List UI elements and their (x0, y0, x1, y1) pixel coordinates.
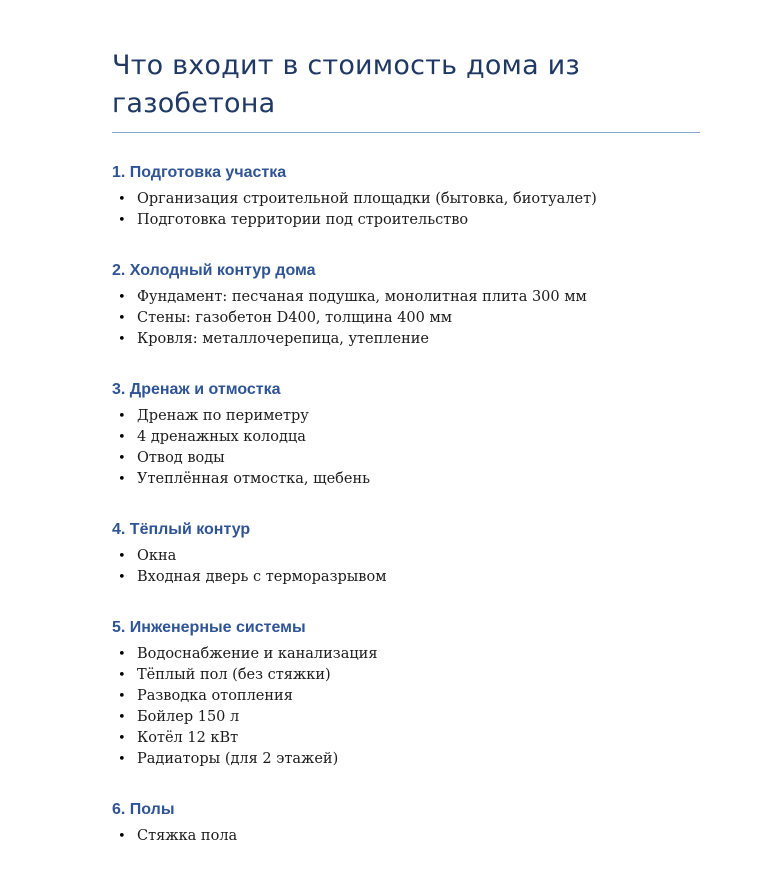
bullet-icon: • (118, 430, 126, 445)
list-item-text: Входная дверь с терморазрывом (137, 569, 387, 585)
list-item (112, 427, 700, 448)
bullet-icon: • (118, 311, 126, 326)
list-item (112, 665, 700, 686)
page-title: Что входит в стоимость дома из газобетона (112, 50, 580, 119)
bullet-icon: • (118, 668, 126, 683)
list-item (112, 329, 700, 350)
list-item (112, 546, 700, 567)
section (112, 261, 700, 350)
title-underline-rule (112, 132, 700, 133)
list-item (112, 567, 700, 588)
list-item (112, 189, 700, 210)
section-heading: 4. Тёплый контур (112, 521, 251, 538)
section-heading: 6. Полы (112, 801, 175, 818)
list-item (112, 406, 700, 427)
list-item-text: Организация строительной площадки (бытовка, биотуалет) (137, 191, 597, 207)
section-list (112, 826, 700, 847)
bullet-icon: • (118, 472, 126, 487)
bullet-icon: • (118, 549, 126, 564)
section-list (112, 644, 700, 770)
section-heading: 1. Подготовка участка (112, 164, 287, 181)
list-item-text: Фундамент: песчаная подушка, монолитная плита 300 мм (137, 289, 587, 305)
list-item (112, 686, 700, 707)
list-item-text: Утеплённая отмостка, щебень (137, 471, 371, 487)
section (112, 380, 700, 490)
list-item-text: Отвод воды (137, 450, 225, 466)
section-list (112, 406, 700, 490)
list-item-text: Водоснабжение и канализация (137, 646, 378, 662)
bullet-icon: • (118, 689, 126, 704)
sections-container (112, 163, 700, 847)
bullet-icon: • (118, 752, 126, 767)
list-item (112, 644, 700, 665)
bullet-icon: • (118, 290, 126, 305)
section (112, 800, 700, 847)
bullet-icon: • (118, 192, 126, 207)
bullet-icon: • (118, 647, 126, 662)
list-item (112, 210, 700, 231)
list-item-text: Стяжка пола (137, 828, 238, 844)
list-item (112, 707, 700, 728)
list-item-text: Стены: газобетон D400, толщина 400 мм (137, 310, 452, 326)
list-item-text: Тёплый пол (без стяжки) (137, 667, 331, 683)
list-item (112, 287, 700, 308)
section-heading: 5. Инженерные системы (112, 619, 306, 636)
list-item-text: Радиаторы (для 2 этажей) (137, 751, 339, 767)
section-heading: 2. Холодный контур дома (112, 262, 316, 279)
section-list (112, 287, 700, 350)
list-item (112, 749, 700, 770)
bullet-icon: • (118, 332, 126, 347)
list-item (112, 469, 700, 490)
section-heading: 3. Дренаж и отмостка (112, 381, 281, 398)
bullet-icon: • (118, 409, 126, 424)
section-list (112, 546, 700, 588)
list-item (112, 308, 700, 329)
bullet-icon: • (118, 731, 126, 746)
list-item-text: Разводка отопления (137, 688, 293, 704)
section-list (112, 189, 700, 231)
list-item-text: Окна (137, 548, 177, 564)
section (112, 520, 700, 588)
list-item (112, 728, 700, 749)
list-item-text: 4 дренажных колодца (137, 429, 306, 445)
list-item (112, 448, 700, 469)
bullet-icon: • (118, 451, 126, 466)
bullet-icon: • (118, 829, 126, 844)
bullet-icon: • (118, 710, 126, 725)
bullet-icon: • (118, 570, 126, 585)
list-item-text: Кровля: металлочерепица, утепление (137, 331, 429, 347)
list-item-text: Подготовка территории под строительство (137, 212, 469, 228)
section (112, 618, 700, 770)
list-item-text: Дренаж по периметру (137, 408, 309, 424)
list-item-text: Бойлер 150 л (137, 709, 240, 725)
list-item (112, 826, 700, 847)
bullet-icon: • (118, 213, 126, 228)
section (112, 163, 700, 231)
list-item-text: Котёл 12 кВт (137, 730, 239, 746)
